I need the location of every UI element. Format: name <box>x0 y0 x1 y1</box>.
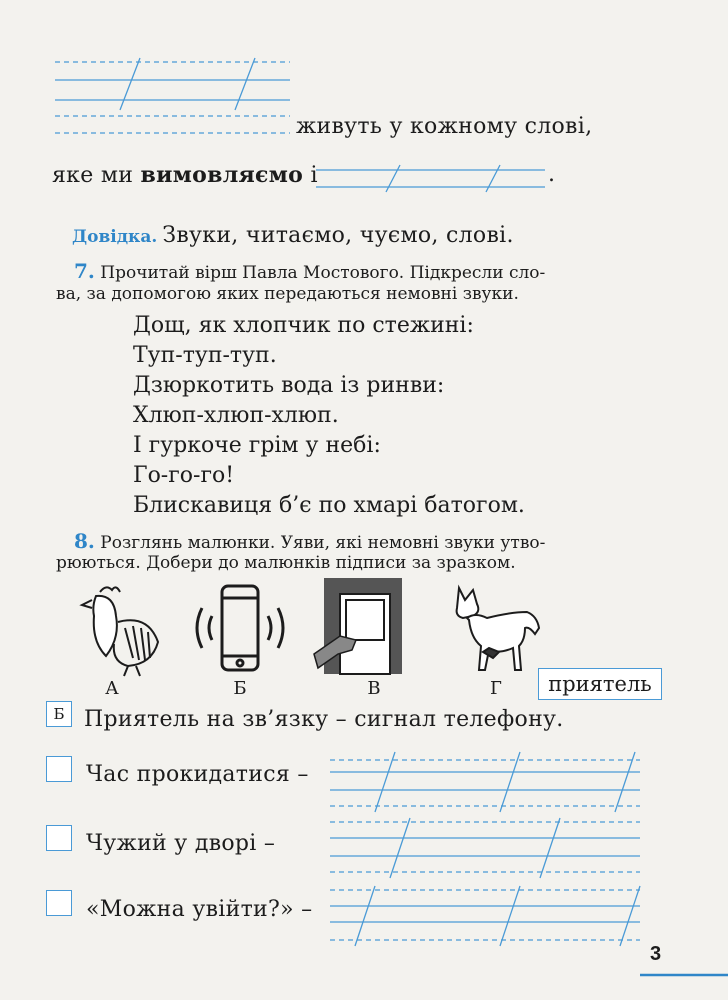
answer-label-2: Чужий у дворі – <box>86 831 276 856</box>
poem-line: І гуркоче грім у небі: <box>133 433 381 458</box>
top-line-2-bold: вимовляємо <box>140 162 304 188</box>
rooster-icon <box>70 578 170 678</box>
task7-instruction-1: Прочитай вірш Павла Мостового. Підкресли сло- <box>100 263 546 283</box>
top-line-2 <box>52 162 318 188</box>
dog-icon <box>445 578 545 678</box>
poem-line: Блискавиця б’є по хмарі батогом. <box>133 493 525 518</box>
answer-checkbox-3[interactable] <box>46 890 72 916</box>
picture-letter-a: А <box>105 678 119 699</box>
top-line-1: живуть у кожному слові, <box>296 114 593 139</box>
top-line-2-prefix: яке ми <box>52 163 134 188</box>
door-knock-icon <box>310 574 410 678</box>
poem-line: Туп-туп-туп. <box>133 343 277 368</box>
reference <box>72 223 514 248</box>
answer-label-1: Час прокидатися – <box>86 762 309 787</box>
reference-text: Звуки, читаємо, чуємо, слові. <box>162 223 514 248</box>
answer-checkbox-2[interactable] <box>46 825 72 851</box>
task8-number: 8. <box>74 529 95 553</box>
picture-letter-v: В <box>367 678 381 699</box>
poem-line: Дощ, як хлопчик по стежині: <box>133 313 474 338</box>
task7-number: 7. <box>74 259 95 283</box>
poem <box>133 311 525 521</box>
reference-label: Довідка. <box>72 227 158 247</box>
poem-line: Го-го-го! <box>133 463 235 488</box>
answer-checkbox-1[interactable] <box>46 756 72 782</box>
answer-label-3: «Можна увійти?» – <box>86 897 313 922</box>
poem-line: Хлюп-хлюп-хлюп. <box>133 403 339 428</box>
task8-line1 <box>74 529 545 553</box>
example-text: Приятель на зв’язку – сигнал телефону. <box>84 707 564 732</box>
task8-instruction-1: Розглянь малюнки. Уяви, які немовні звуки утво- <box>100 533 546 553</box>
task7-line2: ва, за допомогою яких передаються немовні звуки. <box>56 284 519 304</box>
phone-ringing-icon <box>190 578 290 678</box>
task7-line1 <box>74 259 545 283</box>
poem-line: Дзюркотить вода із ринви: <box>133 373 445 398</box>
example-checkbox[interactable]: Б <box>46 701 72 727</box>
picture-letter-g: Г <box>490 678 502 699</box>
page-number: 3 <box>650 943 662 965</box>
task8-line2: рюються. Добери до малюнків підписи за зразком. <box>56 553 516 573</box>
picture-letter-b: Б <box>233 678 247 699</box>
word-box: приятель <box>538 668 662 700</box>
top-line-2-suffix: і <box>310 163 318 188</box>
top-line-2-end: . <box>548 162 556 187</box>
